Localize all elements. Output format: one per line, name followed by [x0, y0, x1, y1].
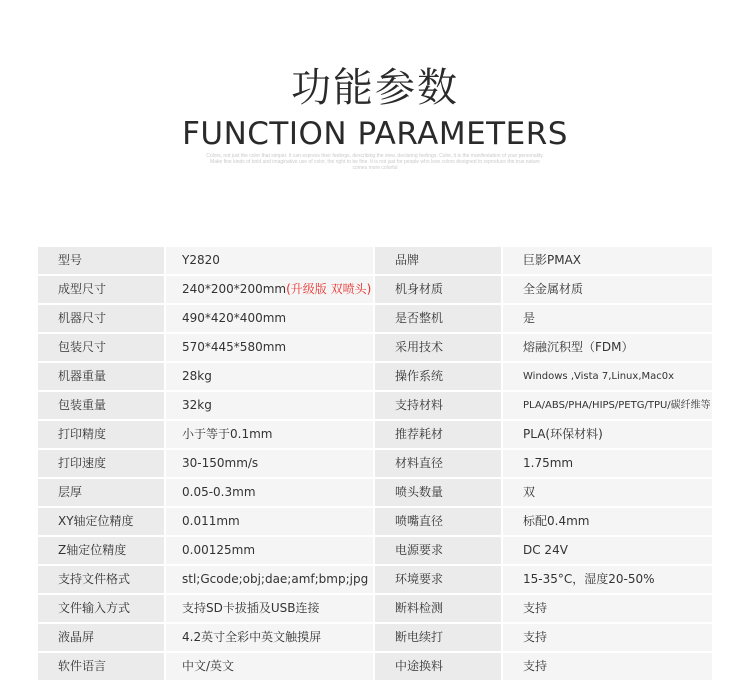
- spec-value: 15-35°C，湿度20-50%: [503, 566, 712, 593]
- spec-label: XY轴定位精度: [38, 508, 164, 535]
- spec-label: 采用技术: [375, 334, 501, 361]
- spec-value: [166, 537, 373, 564]
- spec-value: [166, 276, 373, 303]
- spec-label: 包装重量: [38, 392, 164, 419]
- spec-value: [166, 450, 373, 477]
- spec-value: [166, 305, 373, 332]
- spec-label: 电源要求: [375, 537, 501, 564]
- spec-value: 标配0.4mm: [503, 508, 712, 535]
- spec-value-text: 30-150mm/s: [182, 456, 259, 470]
- spec-value: PLA/ABS/PHA/HIPS/PETG/TPU/碳纤维等: [503, 392, 712, 419]
- spec-label: 品牌: [375, 247, 501, 274]
- spec-label: 支持文件格式: [38, 566, 164, 593]
- spec-label: 材料直径: [375, 450, 501, 477]
- spec-value: DC 24V: [503, 537, 712, 564]
- table-row: [38, 479, 712, 506]
- table-row: [38, 624, 712, 651]
- spec-value: Windows ,Vista 7,Linux,Mac0x: [503, 363, 712, 390]
- spec-label: 机身材质: [375, 276, 501, 303]
- spec-value: 全金属材质: [503, 276, 712, 303]
- spec-value-text: 32kg: [182, 398, 212, 412]
- spec-value: [166, 653, 373, 680]
- spec-value-text: 0.00125mm: [182, 543, 256, 557]
- table-row: [38, 334, 712, 361]
- spec-label: 成型尺寸: [38, 276, 164, 303]
- spec-label: 环境要求: [375, 566, 501, 593]
- spec-value: PLA(环保材料): [503, 421, 712, 448]
- table-row: [38, 305, 712, 332]
- spec-value: 双: [503, 479, 712, 506]
- spec-label: 操作系统: [375, 363, 501, 390]
- spec-value-highlight: (升级版 双喷头): [286, 282, 372, 296]
- spec-value: [166, 421, 373, 448]
- spec-value: 支持: [503, 595, 712, 622]
- spec-value-text: 0.011mm: [182, 514, 240, 528]
- table-row: [38, 247, 712, 274]
- spec-table: [38, 247, 712, 682]
- spec-value: 是: [503, 305, 712, 332]
- table-row: [38, 421, 712, 448]
- spec-value: [166, 624, 373, 651]
- spec-label: 型号: [38, 247, 164, 274]
- spec-value-text: 570*445*580mm: [182, 340, 287, 354]
- spec-value: [166, 595, 373, 622]
- table-row: [38, 508, 712, 535]
- table-row: [38, 537, 712, 564]
- spec-value: [166, 566, 373, 593]
- spec-label: Z轴定位精度: [38, 537, 164, 564]
- table-row: [38, 450, 712, 477]
- spec-label: 中途换料: [375, 653, 501, 680]
- spec-label: 包装尺寸: [38, 334, 164, 361]
- spec-value: [166, 247, 373, 274]
- page-title-en: FUNCTION PARAMETERS: [182, 116, 568, 152]
- title-note: Colors, not just the color that simper. It can express their feelings, describing the view, declaring feelings. Color, it is the manifestation of your personality. Make fine kinds of bold and imaginative use of color, the right to be fine. It is not just for people who love colors designed to reproduce the true nature comes more colorful: [206, 153, 544, 171]
- page-title-cn: 功能参数: [291, 65, 459, 111]
- spec-value-text: Y2820: [182, 253, 220, 267]
- spec-value: [166, 363, 373, 390]
- spec-value: [166, 508, 373, 535]
- spec-value-text: stl;Gcode;obj;dae;amf;bmp;jpg: [182, 572, 369, 586]
- spec-value: 巨影PMAX: [503, 247, 712, 274]
- table-row: [38, 363, 712, 390]
- spec-value: 1.75mm: [503, 450, 712, 477]
- spec-value: [166, 334, 373, 361]
- spec-label: 喷嘴直径: [375, 508, 501, 535]
- spec-value-text: 4.2英寸全彩中英文触摸屏: [182, 630, 322, 644]
- spec-label: 推荐耗材: [375, 421, 501, 448]
- spec-label: 机器尺寸: [38, 305, 164, 332]
- spec-value-text: 240*200*200mm: [182, 282, 287, 296]
- spec-label: 断料检测: [375, 595, 501, 622]
- spec-value: 支持: [503, 653, 712, 680]
- spec-value-text: 0.05-0.3mm: [182, 485, 256, 499]
- spec-label: 液晶屏: [38, 624, 164, 651]
- spec-label: 断电续打: [375, 624, 501, 651]
- spec-label: 文件输入方式: [38, 595, 164, 622]
- table-row: [38, 653, 712, 680]
- spec-label: 支持材料: [375, 392, 501, 419]
- table-row: [38, 566, 712, 593]
- spec-value: [166, 392, 373, 419]
- spec-value-text: 支持SD卡拔插及USB连接: [182, 601, 320, 615]
- spec-label: 层厚: [38, 479, 164, 506]
- table-row: [38, 392, 712, 419]
- spec-value: [166, 479, 373, 506]
- table-row: [38, 595, 712, 622]
- spec-value: 支持: [503, 624, 712, 651]
- spec-label: 软件语言: [38, 653, 164, 680]
- spec-value-text: 中文/英文: [182, 659, 235, 673]
- spec-value-text: 490*420*400mm: [182, 311, 287, 325]
- spec-label: 打印速度: [38, 450, 164, 477]
- table-row: [38, 276, 712, 303]
- spec-label: 喷头数量: [375, 479, 501, 506]
- spec-value-text: 28kg: [182, 369, 212, 383]
- spec-label: 机器重量: [38, 363, 164, 390]
- spec-label: 是否整机: [375, 305, 501, 332]
- spec-value: 熔融沉积型（FDM）: [503, 334, 712, 361]
- spec-value-text: 小于等于0.1mm: [182, 427, 273, 441]
- spec-label: 打印精度: [38, 421, 164, 448]
